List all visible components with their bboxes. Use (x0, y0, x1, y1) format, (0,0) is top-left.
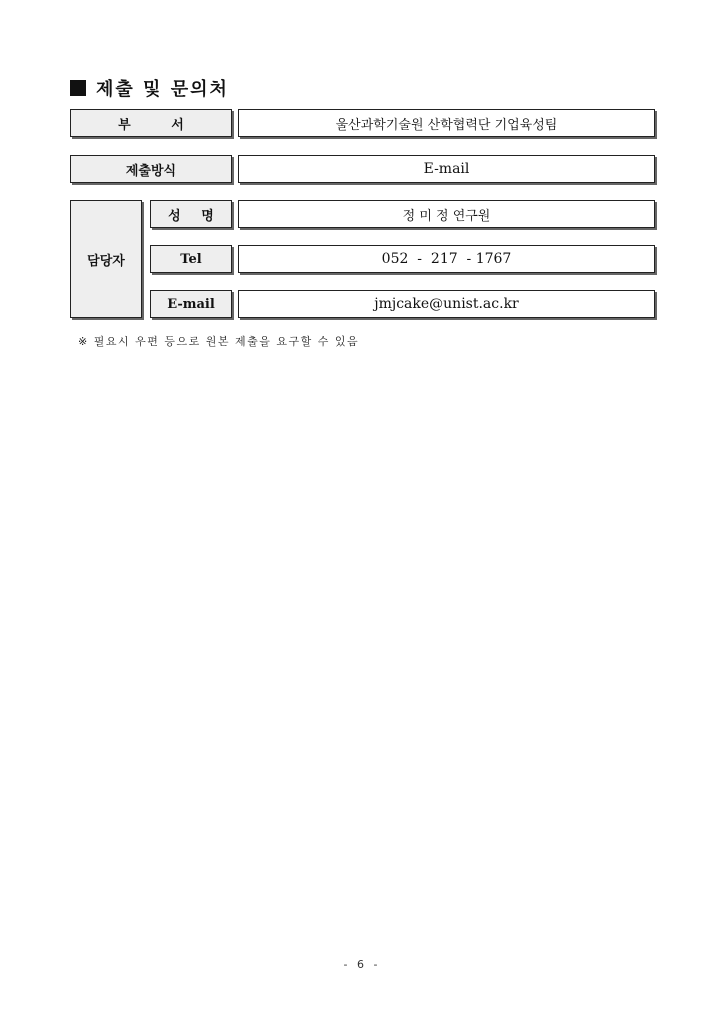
email-value[interactable]: jmjcake@unist.ac.kr (238, 290, 655, 318)
page-number: - 6 - (343, 958, 381, 971)
submission-method-value: E-mail (238, 155, 655, 183)
email-label: E-mail (150, 290, 232, 318)
section-title: 제출 및 문의처 (96, 79, 229, 100)
name-label: 성 명 (150, 200, 232, 228)
contact-person-label: 담당자 (70, 200, 142, 318)
footnote: ※ 필요시 우편 등으로 원본 제출을 요구할 수 있음 (78, 335, 360, 348)
name-value: 정 미 정 연구원 (238, 200, 655, 228)
department-label: 부 서 (70, 109, 232, 137)
square-bullet-icon (70, 80, 86, 96)
department-value: 울산과학기술원 산학협력단 기업육성팀 (238, 109, 655, 137)
submission-method-label: 제출방식 (70, 155, 232, 183)
tel-value: 052 - 217 - 1767 (238, 245, 655, 273)
section-heading (70, 76, 229, 100)
tel-label: Tel (150, 245, 232, 273)
